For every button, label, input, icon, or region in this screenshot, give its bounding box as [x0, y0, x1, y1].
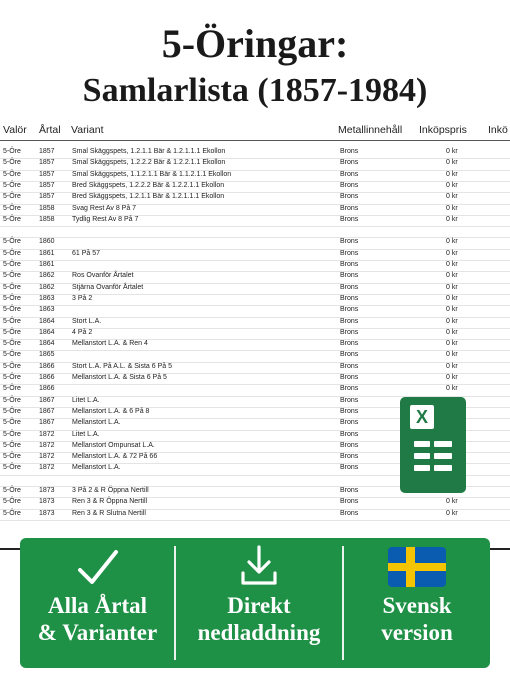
header-valor: Valör: [3, 124, 27, 136]
cell-year: 1872: [39, 430, 55, 438]
cell-year: 1866: [39, 385, 55, 393]
feature-all-years-line2: & Varianter: [37, 620, 158, 645]
cell-year: 1873: [39, 509, 55, 517]
cell-year: 1860: [39, 238, 55, 246]
cell-valor: 5-Öre: [3, 170, 21, 178]
cell-year: 1867: [39, 419, 55, 427]
cell-year: 1866: [39, 362, 55, 370]
cell-year: 1862: [39, 272, 55, 280]
cell-year: 1864: [39, 340, 55, 348]
cell-metal: Brons: [340, 317, 359, 325]
cell-variant: Bred Skäggspets, 1.2.2.2 Bär & 1.2.2.1.1 Ekollon: [72, 181, 225, 189]
cell-variant: Mellanstort L.A.: [72, 419, 121, 427]
cell-price: 0 kr: [446, 328, 458, 336]
cell-metal: Brons: [340, 181, 359, 189]
cell-year: 1866: [39, 374, 55, 381]
cell-metal: Brons: [340, 407, 359, 415]
cell-valor: 5-Öre: [3, 328, 21, 336]
cell-metal: Brons: [340, 170, 359, 178]
swedish-flag-icon: [388, 547, 446, 587]
cell-variant: Tydlig Rest Av 8 På 7: [72, 215, 139, 223]
feature-direct-download-label: [176, 592, 342, 646]
cell-valor: 5-Öre: [3, 193, 21, 201]
cell-valor: 5-Öre: [3, 215, 21, 223]
cell-valor: 5-Öre: [3, 419, 21, 427]
cell-price: 0 kr: [446, 181, 458, 189]
page-title-line2: Samlarlista (1857-1984): [82, 72, 428, 109]
cell-metal: Brons: [340, 306, 359, 314]
cell-price: 0 kr: [446, 215, 458, 223]
cell-year: 1867: [39, 396, 55, 404]
header-inkopspris: Inköpspris: [419, 124, 467, 136]
page-title-line1: 5-Öringar:: [161, 21, 349, 66]
cell-valor: 5-Öre: [3, 498, 21, 506]
cell-metal: Brons: [340, 453, 359, 461]
cell-variant: Mellanstort L.A. & 6 På 8: [72, 407, 150, 415]
cell-valor: 5-Öre: [3, 317, 21, 325]
cell-price: 0 kr: [446, 204, 458, 212]
cell-metal: Brons: [340, 261, 359, 268]
cell-year: 1864: [39, 328, 55, 336]
cell-valor: 5-Öre: [3, 261, 21, 268]
cell-valor: 5-Öre: [3, 441, 21, 449]
cell-year: 1873: [39, 498, 55, 506]
cell-valor: 5-Öre: [3, 340, 21, 348]
cell-year: 1862: [39, 283, 55, 291]
cell-metal: Brons: [340, 148, 359, 155]
excel-cell: [414, 465, 430, 471]
feature-direct-download-line2: nedladdning: [197, 620, 321, 645]
cell-metal: Brons: [340, 249, 359, 257]
cell-variant: 4 På 2: [72, 328, 93, 336]
cell-valor: 5-Öre: [3, 238, 21, 246]
cell-price: 0 kr: [446, 294, 458, 302]
cell-valor: 5-Öre: [3, 204, 21, 212]
cell-metal: Brons: [340, 215, 359, 223]
cell-metal: Brons: [340, 396, 359, 404]
cell-variant: Ren 3 & R Öppna Nertill: [72, 498, 148, 506]
cell-price: 0 kr: [446, 249, 458, 257]
cell-valor: 5-Öre: [3, 181, 21, 189]
cell-year: 1867: [39, 407, 55, 415]
cell-variant: Ros Ovanför Årtalet: [72, 272, 134, 280]
feature-all-years: [20, 538, 175, 668]
cell-metal: Brons: [340, 272, 359, 280]
cell-year: 1861: [39, 261, 55, 268]
cell-variant: Smal Skäggspets, 1.2.1.1 Bär & 1.2.1.1.1 Ekollon: [72, 148, 226, 155]
cell-variant: Smal Skäggspets, 1.2.2.2 Bär & 1.2.2.1.1 Ekollon: [72, 159, 226, 167]
cell-valor: 5-Öre: [3, 430, 21, 438]
cell-year: 1857: [39, 170, 55, 178]
excel-cell: [414, 441, 430, 447]
cell-year: 1873: [39, 487, 55, 494]
cell-year: 1865: [39, 351, 55, 359]
cell-valor: 5-Öre: [3, 283, 21, 291]
cell-variant: Bred Skäggspets, 1.2.1.1 Bär & 1.2.1.1.1 Ekollon: [72, 193, 225, 201]
cell-year: 1858: [39, 204, 55, 212]
cell-valor: 5-Öre: [3, 374, 21, 381]
cell-valor: 5-Öre: [3, 148, 21, 155]
cell-metal: Brons: [340, 430, 359, 438]
cell-variant: Stjärna Ovanför Årtalet: [72, 283, 144, 291]
cell-year: 1857: [39, 193, 55, 201]
cell-price: 0 kr: [446, 498, 458, 506]
cell-valor: 5-Öre: [3, 509, 21, 517]
excel-cell: [414, 453, 430, 459]
cell-valor: 5-Öre: [3, 249, 21, 257]
cell-variant: Litet L.A.: [72, 396, 100, 404]
cell-metal: Brons: [340, 509, 359, 517]
cell-metal: Brons: [340, 498, 359, 506]
cell-metal: Brons: [340, 204, 359, 212]
cell-price: 0 kr: [446, 272, 458, 280]
cell-metal: Brons: [340, 193, 359, 201]
feature-direct-download-line1: Direkt: [227, 593, 291, 618]
cell-variant: Stort L.A. På A.L. & Sista 6 På 5: [72, 362, 172, 370]
header-artal: Årtal: [39, 124, 61, 136]
cell-year: 1863: [39, 306, 55, 314]
cell-variant: 61 På 57: [72, 249, 101, 257]
cell-metal: Brons: [340, 487, 359, 494]
cell-variant: Mellanstort L.A. & Ren 4: [72, 340, 148, 348]
cell-valor: 5-Öre: [3, 306, 21, 314]
feature-swedish-version-line1: Svensk: [382, 593, 452, 618]
cell-metal: Brons: [340, 238, 359, 246]
cell-variant: Litet L.A.: [72, 430, 100, 438]
cell-metal: Brons: [340, 159, 359, 167]
feature-swedish-version-line2: version: [381, 620, 453, 645]
cell-metal: Brons: [340, 351, 359, 359]
cell-price: 0 kr: [446, 170, 458, 178]
cell-year: 1872: [39, 453, 55, 461]
cell-valor: 5-Öre: [3, 385, 21, 393]
excel-cell: [434, 465, 452, 471]
cell-variant: Ren 3 & R Slutna Nertill: [72, 509, 146, 517]
cell-metal: Brons: [340, 385, 359, 393]
feature-swedish-version-label: [344, 592, 490, 646]
cell-metal: Brons: [340, 419, 359, 427]
cell-year: 1872: [39, 464, 55, 472]
cell-valor: 5-Öre: [3, 351, 21, 359]
cell-price: 0 kr: [446, 159, 458, 167]
cell-year: 1863: [39, 294, 55, 302]
cell-price: 0 kr: [446, 193, 458, 201]
cell-variant: Mellanstort L.A.: [72, 464, 121, 472]
cell-price: 0 kr: [446, 385, 458, 393]
cell-variant: Svag Rest Av 8 På 7: [72, 204, 137, 212]
cell-variant: Mellanstort Ompunsat L.A.: [72, 441, 155, 449]
cell-price: 0 kr: [446, 362, 458, 370]
header-metallinnehall: Metallinnehåll: [338, 124, 403, 136]
excel-x-letter: X: [410, 405, 434, 429]
cell-metal: Brons: [340, 374, 359, 381]
feature-all-years-line1: Alla Årtal: [47, 593, 147, 618]
cell-valor: 5-Öre: [3, 464, 21, 472]
cell-year: 1864: [39, 317, 55, 325]
download-icon: [237, 543, 281, 589]
checkmark-icon: [76, 548, 120, 588]
cell-variant: Smal Skäggspets, 1.1.2.1.1 Bär & 1.1.2.1.1 Ekollon: [72, 170, 232, 178]
cell-variant: 3 På 2 & R Öppna Nertill: [72, 487, 149, 494]
cell-price: 0 kr: [446, 261, 458, 268]
cell-price: 0 kr: [446, 374, 458, 381]
excel-icon: [400, 397, 466, 493]
cell-valor: 5-Öre: [3, 396, 21, 404]
cell-year: 1872: [39, 441, 55, 449]
cell-price: 0 kr: [446, 148, 458, 155]
cell-metal: Brons: [340, 441, 359, 449]
feature-banner: [20, 538, 490, 668]
cell-variant: 3 På 2: [72, 294, 93, 302]
cell-year: 1857: [39, 148, 55, 155]
cell-year: 1858: [39, 215, 55, 223]
cell-valor: 5-Öre: [3, 294, 21, 302]
cell-metal: Brons: [340, 464, 359, 472]
feature-swedish-version: [344, 538, 490, 668]
cell-metal: Brons: [340, 340, 359, 348]
feature-all-years-label: [20, 592, 175, 646]
cell-valor: 5-Öre: [3, 407, 21, 415]
cell-price: 0 kr: [446, 283, 458, 291]
cell-variant: Mellanstort L.A. & Sista 6 På 5: [72, 374, 167, 381]
excel-cell: [434, 441, 452, 447]
cell-price: 0 kr: [446, 306, 458, 314]
feature-direct-download: [176, 538, 342, 668]
header-variant: Variant: [71, 124, 104, 136]
cell-variant: Stort L.A.: [72, 317, 102, 325]
cell-valor: 5-Öre: [3, 272, 21, 280]
cell-price: 0 kr: [446, 509, 458, 517]
spreadsheet-header: [0, 120, 510, 141]
cell-metal: Brons: [340, 283, 359, 291]
cell-price: 0 kr: [446, 351, 458, 359]
cell-price: 0 kr: [446, 317, 458, 325]
excel-cell: [434, 453, 452, 459]
cell-valor: 5-Öre: [3, 362, 21, 370]
cell-year: 1857: [39, 181, 55, 189]
cell-variant: Mellanstort L.A. & 72 På 66: [72, 453, 158, 461]
cell-metal: Brons: [340, 362, 359, 370]
cell-price: 0 kr: [446, 340, 458, 348]
cell-valor: 5-Öre: [3, 487, 21, 494]
cell-year: 1857: [39, 159, 55, 167]
cell-valor: 5-Öre: [3, 453, 21, 461]
cell-price: 0 kr: [446, 238, 458, 246]
header-inko-cut: Inkö: [488, 124, 508, 136]
cell-year: 1861: [39, 249, 55, 257]
table-row: [0, 509, 510, 521]
cell-metal: Brons: [340, 294, 359, 302]
cell-metal: Brons: [340, 328, 359, 336]
cell-valor: 5-Öre: [3, 159, 21, 167]
